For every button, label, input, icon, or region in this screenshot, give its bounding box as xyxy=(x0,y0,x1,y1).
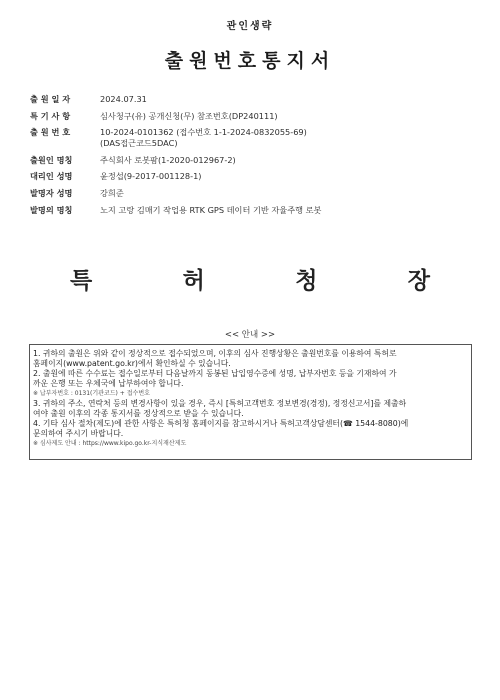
field-label: 발명의 명칭 xyxy=(30,204,73,215)
guide-line: 까운 은행 또는 우체국에 납부하여야 합니다. xyxy=(33,379,184,389)
field-value xyxy=(100,94,470,105)
application-fields xyxy=(30,94,470,221)
field-row xyxy=(30,94,470,105)
field-label: 출 원 번 호 xyxy=(30,127,71,138)
field-value xyxy=(100,171,470,182)
field-label: 출 원 일 자 xyxy=(30,94,71,104)
guide-line: 홈페이지(www.patent.go.kr)에서 확인하실 수 있습니다. xyxy=(33,359,231,369)
guide-line: 1. 귀하의 출원은 위와 같이 정상적으로 접수되었으며, 이후의 심사 진행상황은 출원번호를 이용하여 특허로 xyxy=(33,349,397,358)
field-value-line: 2024.07.31 xyxy=(100,94,147,104)
guide-line: 여야 출원 이후의 각종 통지서를 정상적으로 받을 수 있습니다. xyxy=(33,408,244,418)
field-value xyxy=(100,111,470,122)
field-value-line: 주식회사 로봇팜(1-2020-012967-2) xyxy=(100,154,236,165)
issuing-office-char: 특 xyxy=(70,268,93,294)
guide-title: << 안내 >> xyxy=(224,330,276,340)
field-value-line: 심사청구(유) 공개신청(무) 참조번호(DP240111) xyxy=(100,110,278,121)
guide-box xyxy=(29,344,472,460)
issuing-office-char: 장 xyxy=(407,268,430,294)
issuing-office-char: 허 xyxy=(182,268,205,294)
field-row xyxy=(30,188,470,199)
field-value-line: 10-2024-0101362 (접수번호 1-1-2024-0832055-69) xyxy=(100,127,307,138)
field-row xyxy=(30,111,470,122)
field-value-line: 노지 고랑 김매기 작업용 RTK GPS 데이터 기반 자율주행 로봇 xyxy=(100,204,322,215)
field-value xyxy=(100,188,470,199)
guide-note: ※ 심사제도 안내 : https://www.kipo.go.kr-지식재산제도 xyxy=(33,439,187,447)
field-value-line: 윤정섭(9-2017-001128-1) xyxy=(100,171,202,182)
field-value xyxy=(100,205,470,216)
field-row xyxy=(30,205,470,216)
field-row xyxy=(30,155,470,166)
guide-line: 4. 기타 심사 절차(제도)에 관한 사항은 특허청 홈페이지를 참고하시거나 특허고객상담센터(☎ 1544-8080)에 xyxy=(33,418,409,428)
field-row xyxy=(30,127,470,149)
field-value xyxy=(100,155,470,166)
issuing-office-char: 청 xyxy=(295,268,318,294)
guide-note: ※ 납부자번호 : 0131(기관코드) + 접수번호 xyxy=(33,390,150,398)
field-label: 발명자 성명 xyxy=(30,187,73,198)
field-label: 출원인 명칭 xyxy=(30,154,73,165)
field-value-line: (DAS접근코드5DAC) xyxy=(100,138,178,149)
field-row xyxy=(30,171,470,182)
field-label: 특 기 사 항 xyxy=(30,110,71,121)
field-value-line: 강희준 xyxy=(100,187,124,198)
guide-line: 문의하여 주시기 바랍니다. xyxy=(33,428,124,438)
field-label: 대리인 성명 xyxy=(30,171,73,182)
guide-line: 2. 출원에 따른 수수료는 접수일로부터 다음날까지 동봉된 납입영수증에 성명, 납부자번호 등을 기재하여 가 xyxy=(33,369,397,379)
issuing-office xyxy=(70,262,430,295)
document-title: 출원번호통지서 xyxy=(164,50,336,72)
header-note: 관인생략 xyxy=(226,21,274,32)
guide-line: 3. 귀하의 주소, 연락처 등의 변경사항이 있을 경우, 즉시 [특허고객번호 정보변경(경정), 정정신고서]를 제출하 xyxy=(33,398,407,408)
field-value xyxy=(100,127,470,149)
